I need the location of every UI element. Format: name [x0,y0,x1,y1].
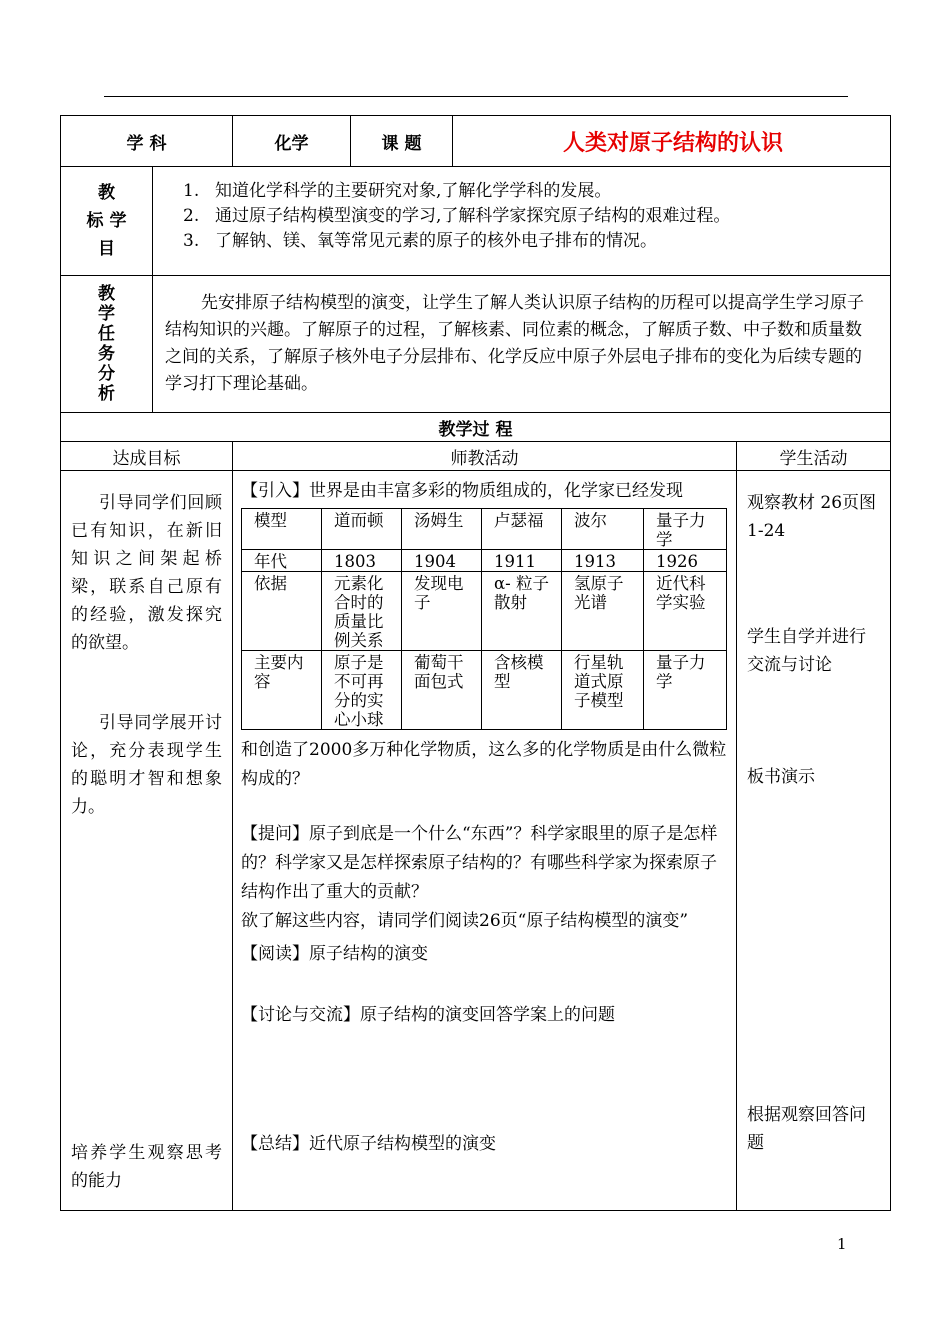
model-cell: 依据 [242,572,322,651]
intro-text: 【引入】世界是由丰富多彩的物质组成的，化学家已经发现 [241,481,684,501]
process-title: 教学过 程 [61,413,891,442]
goal-note-1: 引导同学们回顾已有知识，在新旧知识之间架起桥梁，联系自己原有的经验，激发探究的欲望。 [71,493,223,653]
topic-title: 人类对原子结构的认识 [563,130,784,156]
student-column [737,471,891,1211]
goal-text: 通过原子结构模型演变的学习,了解科学家探究原子结构的艰难过程。 [215,206,731,226]
goal-text: 知道化学科学的主要研究对象,了解化学学科的发展。 [215,181,612,201]
topic-label: 课 题 [351,116,453,167]
teacher-column [233,471,737,1211]
model-cell: 量子力学 [644,651,727,730]
analysis-label-char: 务 [98,344,115,364]
analysis-label-char: 析 [98,384,115,404]
model-cell: 原子是不可再分的实心小球 [322,651,402,730]
analysis-label-char: 分 [98,364,115,384]
col-head-teacher: 师教活动 [233,442,737,471]
analysis-label-char: 教 [98,284,115,304]
goals-cell [153,167,891,276]
model-cell: 1913 [562,550,644,572]
process-body-row [61,471,891,1211]
model-table [241,508,727,730]
goal-item [183,179,890,204]
lesson-plan-table [60,115,891,1211]
goal-num: 3. [183,231,200,251]
student-note-1: 观察教材 26页图1-24 [747,493,877,541]
student-note-2: 学生自学并进行交流与讨论 [747,627,867,675]
analysis-text: 先安排原子结构模型的演变，让学生了解人类认识原子结构的历程可以提高学生学习原子结构知识的兴趣。了解原子的过程，了解核素、同位素的概念，了解质子数、中子数和质量数之间的关系，了解原子核外电子分层排布、化学反应中原子外层电子排布的变化为后续专题的学习打下理论基础。 [165,293,864,394]
page-number: 1 [837,1235,847,1253]
model-cell: 元素化合时的质量比例关系 [322,572,402,651]
model-cell: 1911 [482,550,562,572]
reading-text: 【阅读】原子结构的演变 [241,944,429,964]
goal-item [183,229,890,254]
col-head-student: 学生活动 [737,442,891,471]
analysis-label-char: 任 [98,324,115,344]
top-rule [104,96,848,97]
goals-list [183,179,890,254]
topic-cell [453,116,891,167]
model-cell: 卢瑟福 [482,509,562,550]
goal-num: 2. [183,206,200,226]
model-cell: α- 粒子散射 [482,572,562,651]
model-cell: 模型 [242,509,322,550]
model-row [242,550,727,572]
model-cell: 1803 [322,550,402,572]
student-note-3: 板书演示 [747,767,816,787]
model-cell: 发现电子 [402,572,482,651]
analysis-label [61,276,153,413]
analysis-label-char: 学 [98,304,115,324]
model-cell: 氢原子光谱 [562,572,644,651]
discussion-text: 【讨论与交流】原子结构的演变回答学案上的问题 [241,1005,616,1025]
model-cell: 葡萄干面包式 [402,651,482,730]
question-text: 【提问】原子到底是一个什么“东西”？科学家眼里的原子是怎样的？科学家又是怎样探索原子结构的？有哪些科学家为探索原子结构作出了重大的贡献？ [241,824,718,902]
model-cell: 1926 [644,550,727,572]
model-cell: 汤姆生 [402,509,482,550]
goals-column [61,471,233,1211]
model-cell: 行星轨道式原子模型 [562,651,644,730]
goal-note-3: 培养学生观察思考的能力 [71,1143,223,1191]
model-cell: 含核模型 [482,651,562,730]
col-head-goals: 达成目标 [61,442,233,471]
goals-label-3: 目 [98,239,115,259]
model-cell: 年代 [242,550,322,572]
analysis-cell [153,276,891,413]
model-cell: 近代科学实验 [644,572,727,651]
student-note-4: 根据观察回答问题 [747,1105,867,1153]
model-cell: 1904 [402,550,482,572]
goal-item [183,204,890,229]
goals-label-2: 标 学 [86,211,127,231]
model-cell: 波尔 [562,509,644,550]
column-head-row [61,442,891,471]
summary-text: 【总结】近代原子结构模型的演变 [241,1134,497,1154]
analysis-row [61,276,891,413]
model-row [242,651,727,730]
subject-value: 化学 [233,116,351,167]
goals-label-1: 教 [98,183,115,203]
subject-label: 学 科 [61,116,233,167]
goals-row [61,167,891,276]
goal-note-2: 引导同学展开讨论，充分表现学生的聪明才智和想象力。 [71,713,223,817]
goal-text: 了解钠、镁、氧等常见元素的原子的核外电子排布的情况。 [215,231,657,251]
goal-num: 1. [183,181,200,201]
model-cell: 量子力学 [644,509,727,550]
model-cell: 道而顿 [322,509,402,550]
model-cell: 主要内容 [242,651,322,730]
intro-continued: 和创造了2000多万种化学物质，这么多的化学物质是由什么微粒构成的？ [241,740,727,789]
model-row [242,572,727,651]
header-row [61,116,891,167]
model-row [242,509,727,550]
goals-label [61,167,153,276]
reading-prompt: 欲了解这些内容，请同学们阅读26页“原子结构模型的演变” [241,911,689,931]
process-title-row [61,413,891,442]
